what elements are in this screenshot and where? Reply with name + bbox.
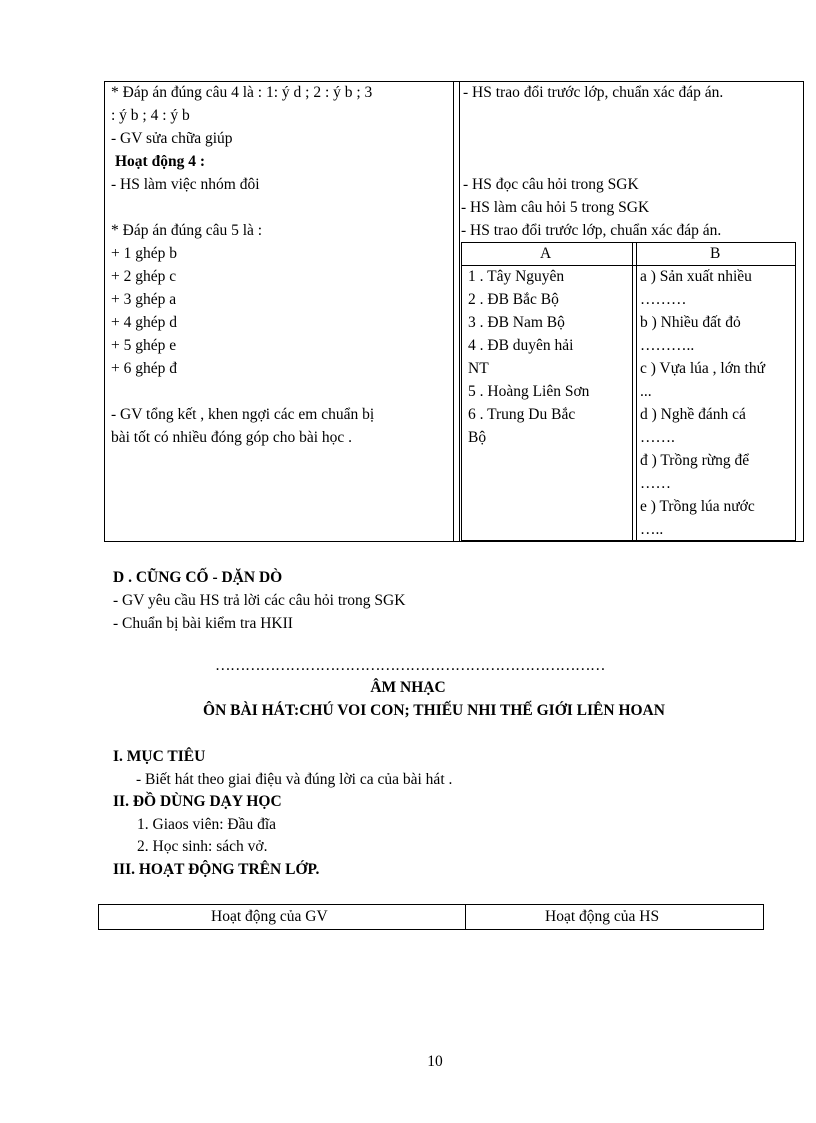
region-item: NT xyxy=(468,360,489,377)
left-line: - GV sửa chữa giúp xyxy=(111,130,233,147)
activity-item: a ) Sản xuất nhiều xyxy=(640,268,752,285)
student-activity-header: Hoạt động của HS xyxy=(545,908,660,925)
right-line: - HS đọc câu hỏi trong SGK xyxy=(463,176,639,193)
subject-title: ÂM NHẠC xyxy=(370,679,446,696)
activity-item: ……… xyxy=(640,291,687,308)
objectives-heading: I. MỤC TIÊU xyxy=(113,748,206,765)
left-line: + 3 ghép a xyxy=(111,291,177,308)
left-line: * Đáp án đúng câu 5 là : xyxy=(111,222,263,239)
column-divider xyxy=(632,243,633,540)
region-item: 6 . Trung Du Bắc xyxy=(468,406,576,423)
activity-item: ……. xyxy=(640,429,675,446)
activity-item: ….. xyxy=(640,521,664,538)
consolidation-item: - Chuẩn bị bài kiểm tra HKII xyxy=(113,615,293,632)
left-line: bài tốt có nhiều đóng góp cho bài học . xyxy=(111,429,353,446)
column-divider xyxy=(453,82,454,541)
left-line: + 1 ghép b xyxy=(111,245,177,262)
right-line: - HS trao đổi trước lớp, chuẩn xác đáp án. xyxy=(461,222,722,239)
right-line: - HS trao đổi trước lớp, chuẩn xác đáp án. xyxy=(463,84,724,101)
lesson-activity-table xyxy=(104,81,804,542)
activity-item: d ) Nghề đánh cá xyxy=(640,406,746,423)
tools-item: 2. Học sinh: sách vở. xyxy=(137,838,268,855)
region-item: 5 . Hoàng Liên Sơn xyxy=(468,383,590,400)
teacher-activity-header: Hoạt động của GV xyxy=(211,908,328,925)
activity-item: c ) Vựa lúa , lớn thứ xyxy=(640,360,766,377)
left-line: - GV tổng kết , khen ngợi các em chuẩn bị xyxy=(111,406,375,423)
activity-item: ……….. xyxy=(640,337,695,354)
left-line: * Đáp án đúng câu 4 là : 1: ý d ; 2 : ý b ; 3 xyxy=(111,84,373,101)
region-item: 4 . ĐB duyên hải xyxy=(468,337,574,354)
activity-item: e ) Trồng lúa nước xyxy=(640,498,755,515)
activity-item: b ) Nhiều đất đỏ xyxy=(640,314,741,331)
left-line: + 5 ghép e xyxy=(111,337,177,354)
left-line: - HS làm việc nhóm đôi xyxy=(111,176,260,193)
left-line: + 2 ghép c xyxy=(111,268,177,285)
activity-4-heading: Hoạt động 4 : xyxy=(115,153,205,170)
activity-item: ... xyxy=(640,383,652,400)
right-line: - HS làm câu hỏi 5 trong SGK xyxy=(461,199,650,216)
region-item: 1 . Tây Nguyên xyxy=(468,268,565,285)
left-line: : ý b ; 4 : ý b xyxy=(111,107,190,124)
left-line: + 4 ghép d xyxy=(111,314,177,331)
column-a-header: A xyxy=(540,245,552,262)
tools-item: 1. Giaos viên: Đầu đĩa xyxy=(137,816,277,833)
region-item: Bộ xyxy=(468,429,487,446)
column-divider xyxy=(459,82,460,541)
objectives-item: - Biết hát theo giai điệu và đúng lời ca của bài hát . xyxy=(136,771,453,788)
activities-table-header xyxy=(98,904,764,930)
lesson-title: ÔN BÀI HÁT:CHÚ VOI CON; THIẾU NHI THẾ GIỚI LIÊN HOAN xyxy=(203,702,665,719)
consolidation-item: - GV yêu cầu HS trả lời các câu hỏi trong SGK xyxy=(113,592,406,609)
dotted-separator: …………………………………………………………………… xyxy=(215,657,605,674)
column-b-header: B xyxy=(710,245,721,262)
column-divider xyxy=(465,905,466,929)
activity-item: …… xyxy=(640,475,671,492)
matching-table xyxy=(461,242,796,541)
region-item: 2 . ĐB Bắc Bộ xyxy=(468,291,559,308)
region-item: 3 . ĐB Nam Bộ xyxy=(468,314,565,331)
tools-heading: II. ĐỒ DÙNG DẠY HỌC xyxy=(113,793,282,810)
activity-item: đ ) Trồng rừng để xyxy=(640,452,750,469)
left-line: + 6 ghép đ xyxy=(111,360,177,377)
page-number: 10 xyxy=(427,1053,443,1070)
column-divider xyxy=(636,243,637,540)
consolidation-heading: D . CŨNG CỐ - DẶN DÒ xyxy=(113,569,283,586)
activities-heading: III. HOẠT ĐỘNG TRÊN LỚP. xyxy=(113,861,320,878)
